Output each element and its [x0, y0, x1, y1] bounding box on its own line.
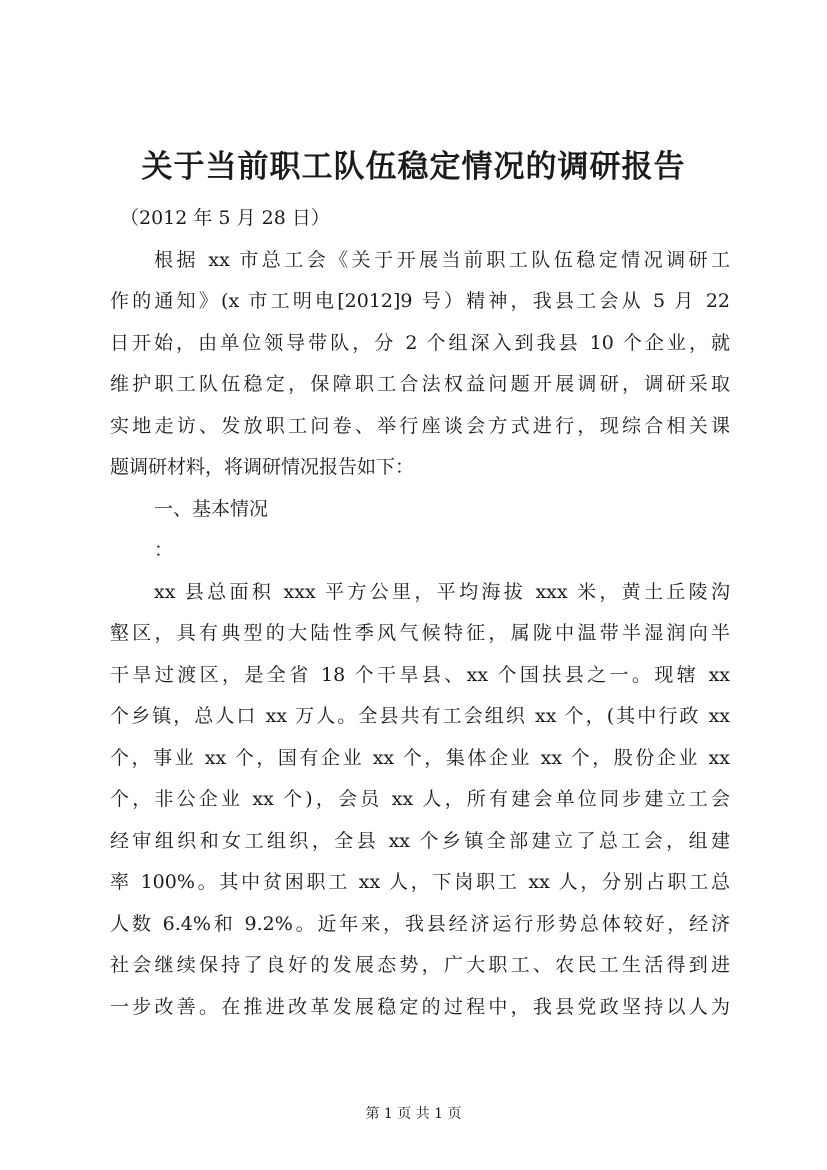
- page-footer: 第 1 页 共 1 页: [365, 1106, 462, 1122]
- paragraph-line: 根据 xx 市总工会《关于开展当前职工队伍稳定情况调研工: [154, 248, 730, 271]
- document-date: （2012 年 5 月 28 日）: [120, 207, 330, 229]
- paragraph-line: 作的通知》(x 市工明电[2012]9 号）精神，我县工会从 5 月 22: [110, 290, 730, 312]
- paragraph-line: 人数 6.4%和 9.2%。近年来，我县经济运行形势总体较好，经济: [110, 912, 730, 935]
- section-heading: 一、基本情况: [154, 497, 269, 520]
- paragraph-line: 个，事业 xx 个，国有企业 xx 个，集体企业 xx 个，股份企业 xx: [110, 746, 730, 769]
- paragraph-line: 经审组织和女工组织，全县 xx 个乡镇全部建立了总工会，组建: [110, 829, 730, 852]
- paragraph-line: 社会继续保持了良好的发展态势，广大职工、农民工生活得到进: [110, 954, 730, 976]
- paragraph-line: 个乡镇，总人口 xx 万人。全县共有工会组织 xx 个，(其中行政 xx: [110, 705, 730, 727]
- paragraph-line: 实地走访、发放职工问卷、举行座谈会方式进行，现综合相关课: [110, 414, 730, 437]
- paragraph-line: 个，非公企业 xx 个)，会员 xx 人，所有建会单位同步建立工会: [110, 788, 730, 810]
- paragraph-line: 干旱过渡区，是全省 18 个干旱县、xx 个国扶县之一。现辖 xx: [110, 663, 730, 686]
- paragraph-line: 题调研材料，将调研情况报告如下：: [110, 456, 415, 478]
- document-title: 关于当前职工队伍稳定情况的调研报告: [141, 149, 686, 185]
- paragraph-line: 维护职工队伍稳定，保障职工合法权益问题开展调研，调研采取: [110, 373, 730, 395]
- paragraph-line: 壑区，具有典型的大陆性季风气候特征，属陇中温带半湿润向半: [110, 622, 730, 644]
- paragraph-line: 率 100%。其中贫困职工 xx 人，下岗职工 xx 人，分别占职工总: [110, 871, 730, 893]
- paragraph-line: 日开始，由单位领导带队，分 2 个组深入到我县 10 个企业，就: [110, 331, 730, 354]
- paragraph-line: ：: [154, 539, 174, 561]
- document-body: [110, 198, 730, 1028]
- paragraph-line: xx 县总面积 xxx 平方公里，平均海拔 xxx 米，黄土丘陵沟: [154, 580, 730, 603]
- paragraph-line: 一步改善。在推进改革发展稳定的过程中，我县党政坚持以人为: [110, 995, 730, 1018]
